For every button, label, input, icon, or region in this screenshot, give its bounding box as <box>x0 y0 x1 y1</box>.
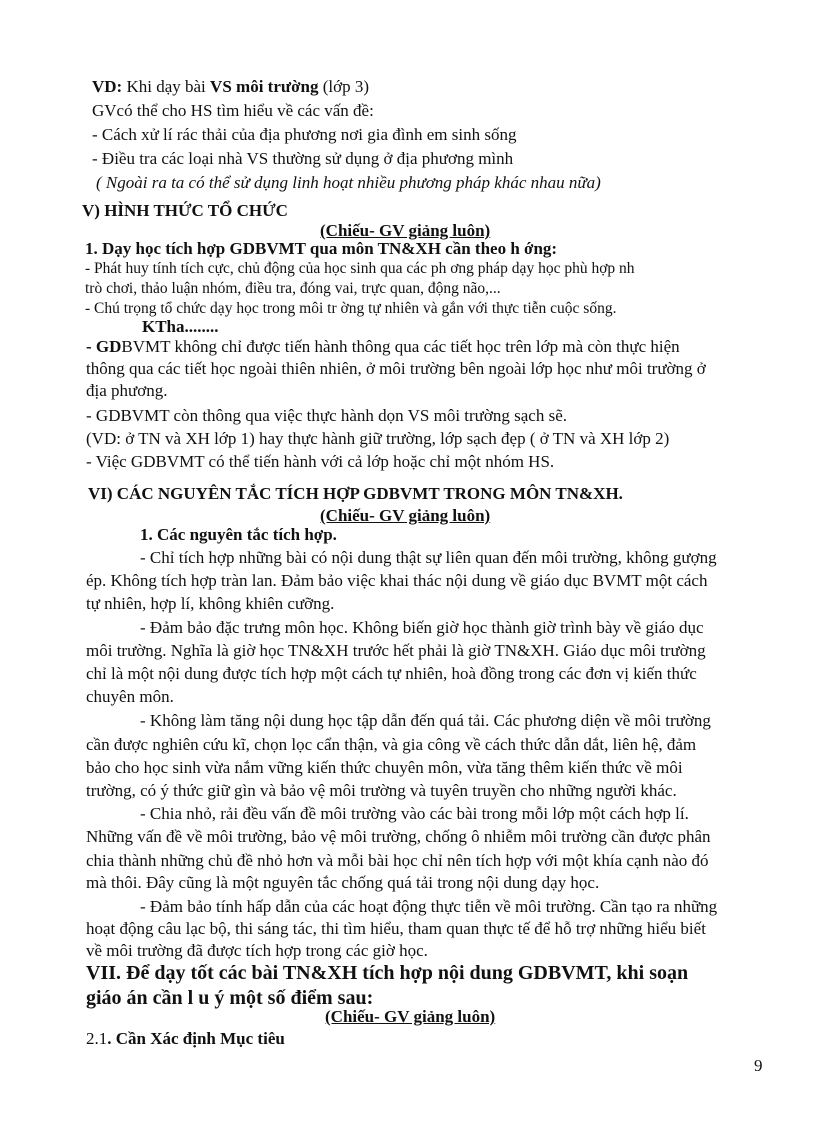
text-run: chỉ là một nội dung được tích hợp một cách tự nhiên, hoà đồng trong các đơn vị kiến thức <box>86 664 697 683</box>
text-line <box>86 336 680 358</box>
text-run: (lớp 3) <box>318 77 369 96</box>
text-run: VII. Để dạy tốt các bài TN&XH tích hợp nội dung GDBVMT, khi soạn <box>86 962 689 984</box>
text-line <box>140 524 337 546</box>
text-run: tự nhiên, hợp lí, không khiên cưỡng. <box>86 594 335 613</box>
text-run: (Chiếu- GV giảng luôn) <box>320 221 491 240</box>
text-line <box>86 780 677 802</box>
text-run: trò chơi, thảo luận nhóm, điều tra, đóng vai, trực quan, động não,... <box>85 280 501 297</box>
text-line <box>85 278 501 300</box>
text-run: - GD <box>86 337 122 356</box>
text-run: . Cần Xác định Mục tiêu <box>107 1029 285 1048</box>
text-run: VD: <box>92 77 127 96</box>
text-run: mà thôi. Đây cũng là một nguyên tắc chống quá tải trong nội dung dạy học. <box>86 873 600 892</box>
text-run: về môi trường đã được tích hợp trong các giờ học. <box>86 941 428 960</box>
text-run: - Không làm tăng nội dung học tập dẫn đến quá tải. Các phương diện về môi trường <box>140 711 711 730</box>
text-run: Khi dạy bài <box>126 77 211 96</box>
text-line <box>86 428 669 450</box>
text-line <box>86 686 174 708</box>
text-run: VS môi trường <box>210 77 319 96</box>
text-line <box>86 405 567 427</box>
text-line <box>92 148 513 170</box>
text-line <box>86 451 554 473</box>
text-line <box>140 803 689 825</box>
text-line <box>96 172 601 194</box>
text-run: chuyên môn. <box>86 687 174 706</box>
text-run: bảo cho học sinh vừa nắm vững kiến thức chuyên môn, vừa tăng thêm kiến thức về môi <box>86 758 683 777</box>
text-line <box>92 124 517 146</box>
text-run: - Điều tra các loại nhà VS thường sử dụng ở địa phương mình <box>92 149 514 168</box>
text-line <box>86 358 706 380</box>
text-run: - Cách xử lí rác thải của địa phương nơi gia đình em sinh sống <box>92 125 517 144</box>
text-run: (VD: ở TN và XH lớp 1) hay thực hành giữ trường, lớp sạch đẹp ( ở TN và XH lớp 2) <box>86 429 670 448</box>
text-run: thông qua các tiết học ngoài thiên nhiên, ở môi trường bên ngoài lớp học như môi trường ở <box>86 359 706 378</box>
text-run: - Phát huy tính tích cực, chủ động của học sinh qua các ph ơng pháp dạy học phù hợp nh <box>85 260 635 277</box>
text-run: GVcó thể cho HS tìm hiểu về các vấn đề: <box>92 101 374 120</box>
text-line <box>325 1006 495 1028</box>
text-line <box>86 570 707 592</box>
text-line <box>92 100 374 122</box>
text-run: - Chú trọng tổ chức dạy học trong môi tr ờng tự nhiên và gắn với thực tiễn cuộc sống. <box>85 300 617 317</box>
text-run: ép. Không tích hợp tràn lan. Đảm bảo việc khai thác nội dung về giáo dục BVMT một cách <box>86 571 708 590</box>
text-run: 1. Các nguyên tắc tích hợp. <box>140 525 337 544</box>
text-run: - Chỉ tích hợp những bài có nội dung thật sự liên quan đến môi trường, không gượng <box>140 548 717 567</box>
text-run: trường, có ý thức giữ gìn và bảo vệ môi trường và tuyên truyền cho những người khác. <box>86 781 677 800</box>
text-run: 2.1 <box>86 1029 108 1048</box>
text-run: Những vấn đề về môi trường, bảo vệ môi trường, chống ô nhiễm môi trường cần được phân <box>86 827 711 846</box>
text-line <box>86 663 697 685</box>
text-run: hoạt động câu lạc bộ, thi sáng tác, thi tìm hiểu, tham quan thực tế để hỗ trợ những hiểu biết <box>86 919 706 938</box>
text-run: - Chia nhỏ, rải đều vấn đề môi trường vào các bài trong mỗi lớp một cách hợp lí. <box>140 804 689 823</box>
text-run: 1. Dạy học tích hợp GDBVMT qua môn TN&XH cần theo h ớng: <box>85 239 558 258</box>
text-line <box>82 200 288 222</box>
text-run: cần được nghiên cứu kĩ, chọn lọc cẩn thận, và gia công về cách thức dẫn dắt, liên hệ, đảm <box>86 735 697 754</box>
text-line <box>320 505 490 527</box>
text-run: V) HÌNH THỨC TỔ CHỨC <box>82 201 288 220</box>
text-run: - Việc GDBVMT có thể tiến hành với cả lớp hoặc chỉ một nhóm HS. <box>86 452 555 471</box>
text-line <box>140 710 711 732</box>
text-run: ( Ngoài ra ta có thể sử dụng linh hoạt nhiều phương pháp khác nhau nữa) <box>96 173 601 192</box>
text-line <box>86 872 599 894</box>
text-run: môi trường. Nghĩa là giờ học TN&XH trước hết phải là giờ TN&XH. Giáo dục môi trường <box>86 641 706 660</box>
text-line <box>86 826 711 848</box>
text-run: - GDBVMT còn thông qua việc thực hành dọn VS môi trường sạch sẽ. <box>86 406 568 425</box>
page-number: 9 <box>754 1056 763 1075</box>
text-run: VI) CÁC NGUYÊN TẮC TÍCH HỢP GDBVMT TRONG MÔN TN&XH. <box>88 484 623 503</box>
text-run: - Đảm bảo đặc trưng môn học. Không biến giờ học thành giờ trình bày về giáo dục <box>140 618 704 637</box>
text-run: địa phương. <box>86 381 168 400</box>
text-line <box>85 238 557 260</box>
text-line <box>85 258 635 280</box>
text-run: chia thành những chủ đề nhỏ hơn và mỗi bài học chỉ nên tích hợp với một khía cạnh nào đó <box>86 851 709 870</box>
text-run: BVMT không chỉ được tiến hành thông qua các tiết học trên lớp mà còn thực hiện <box>121 337 680 356</box>
text-run: KTha........ <box>142 317 219 336</box>
text-line <box>88 483 623 505</box>
text-run: (Chiếu- GV giảng luôn) <box>320 506 491 525</box>
text-line <box>142 316 219 338</box>
text-line <box>86 850 709 872</box>
text-run: (Chiếu- GV giảng luôn) <box>325 1007 496 1026</box>
text-line <box>86 734 696 756</box>
text-line <box>140 547 717 569</box>
text-run: - Đảm bảo tính hấp dẫn của các hoạt động thực tiễn về môi trường. Cần tạo ra những <box>140 897 718 916</box>
text-line <box>86 940 428 962</box>
text-line <box>86 962 688 984</box>
text-line <box>86 593 334 615</box>
text-line <box>86 640 706 662</box>
text-line <box>86 380 167 402</box>
text-line <box>86 1028 285 1050</box>
text-line <box>92 76 369 98</box>
text-line <box>86 757 683 779</box>
text-run: giáo án cần l u ý một số điểm sau: <box>86 987 374 1009</box>
text-line <box>140 617 704 639</box>
text-line <box>140 896 717 918</box>
text-line <box>86 918 706 940</box>
